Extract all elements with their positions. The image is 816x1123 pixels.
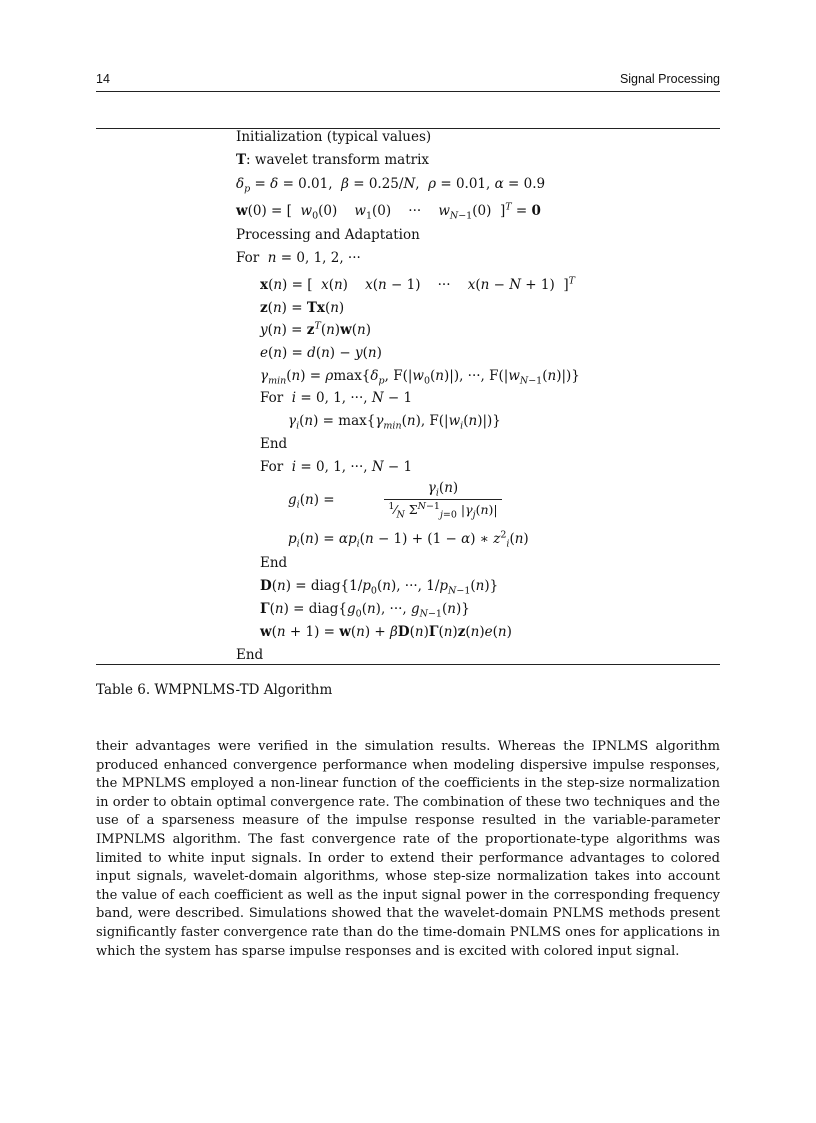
gain-numerator: $\gamma_i(n)$ bbox=[427, 480, 459, 499]
table-caption: Table 6. WMPNLMS-TD Algorithm bbox=[96, 682, 333, 698]
algo-line-transform: T: wavelet transform matrix bbox=[236, 152, 430, 168]
algo-line-D: $D(n) = diag\{1/p_0(n)$, ···, $1/p_{N-1}(n)$} bbox=[260, 578, 499, 597]
algo-line-transform-text: : wavelet transform matrix bbox=[246, 152, 430, 168]
gain-lhs: $g_i(n)$ = bbox=[288, 492, 335, 511]
algo-line-for-i-1: For i = 0, 1, ···, N − 1 bbox=[260, 390, 413, 406]
body-paragraph: their advantages were verified in the simulation results. Whereas the IPNLMS algorithm produced enhanced convergence performance when modeling dispersive impulse responses, the MPNLMS employed a non-linear function of the coefficients in the step-size normalization in order to obtain optimal convergence rate. The combination of these two techniques and the use of a sparseness measure of the impulse response resulted in the variable-parameter IMPNLMS algorithm. The fast convergence rate of the proportionate-type algorithms was limited to white input signals. In order to extend their performance advantages to colored input signals, wavelet-domain algorithms, whose step-size normalization takes into account the value of each coefficient as well as the input signal power in the corresponding frequency band, were described. Simulations showed that the wavelet-domain PNLMS methods present significantly faster convergence rate than do the time-domain PNLMS ones for applications in which the system has sparse impulse responses and is excited with colored input signal. bbox=[96, 739, 720, 959]
algo-line-end-1: End bbox=[260, 436, 288, 452]
algo-line-end-2: End bbox=[260, 555, 288, 571]
algo-line-for-i-2: For i = 0, 1, ···, N − 1 bbox=[260, 459, 413, 475]
table-bottom-rule bbox=[96, 664, 720, 665]
algo-line-e: e(n) = d(n) − y(n) bbox=[260, 345, 382, 361]
algo-line-Gamma: $\Gamma(n) = diag\{g_0(n)$, ···, $g_{N-1}(n)$} bbox=[260, 601, 470, 620]
algo-line-init: Initialization (typical values) bbox=[236, 129, 432, 145]
page-number: 14 bbox=[96, 72, 110, 86]
header-rule bbox=[96, 91, 720, 92]
algo-line-w0: w(0) = [ $w_0(0)$ $w_1(0)$ ··· $w_{N-1}(0) ]^T = 0$ bbox=[236, 201, 541, 222]
algo-line-p: $p_i(n) = \alpha p_i(n - 1) + (1 - \alpha)$ ∗ $z^2_i(n)$ bbox=[288, 529, 529, 550]
algo-line-params: $\delta_p = \delta = 0.01$, β = 0.25/N, ρ = 0.01, α = 0.9 bbox=[236, 176, 546, 195]
algo-line-z: z(n) = Tx(n) bbox=[260, 300, 345, 316]
algo-line-gamma-min: $\gamma_{min}(n) = \rho\max\{\delta_p$, $F(|w_0(n)|)$, ···, $F(|w_{N-1}(n)|)$} bbox=[260, 368, 580, 387]
algo-line-end-3: End bbox=[236, 647, 264, 663]
algo-line-gamma-i: $\gamma_i(n) = \max\{\gamma_{min}(n)$, $F(|w_i(n)|)$} bbox=[288, 413, 501, 432]
gain-denominator: $^1⁄_N$ $\Sigma^{N-1}_{j=0}$ $|\gamma_j(n)|$ bbox=[388, 500, 498, 521]
algo-line-x: x(n) = [ x(n) x(n − 1) ··· x(n − N + 1) ]$^T$ bbox=[260, 275, 575, 293]
algo-line-update: w(n + 1) = w(n) + βD(n)Γ(n)z(n)e(n) bbox=[260, 624, 512, 640]
running-header bbox=[96, 72, 720, 90]
algo-line-for-n: For n = 0, 1, 2, ··· bbox=[236, 250, 361, 266]
algo-line-processing: Processing and Adaptation bbox=[236, 227, 420, 243]
fraction-bar bbox=[384, 499, 502, 500]
algo-line-y: $y(n) = z^T(n)w(n)$ bbox=[260, 320, 371, 338]
running-title: Signal Processing bbox=[619, 72, 720, 86]
